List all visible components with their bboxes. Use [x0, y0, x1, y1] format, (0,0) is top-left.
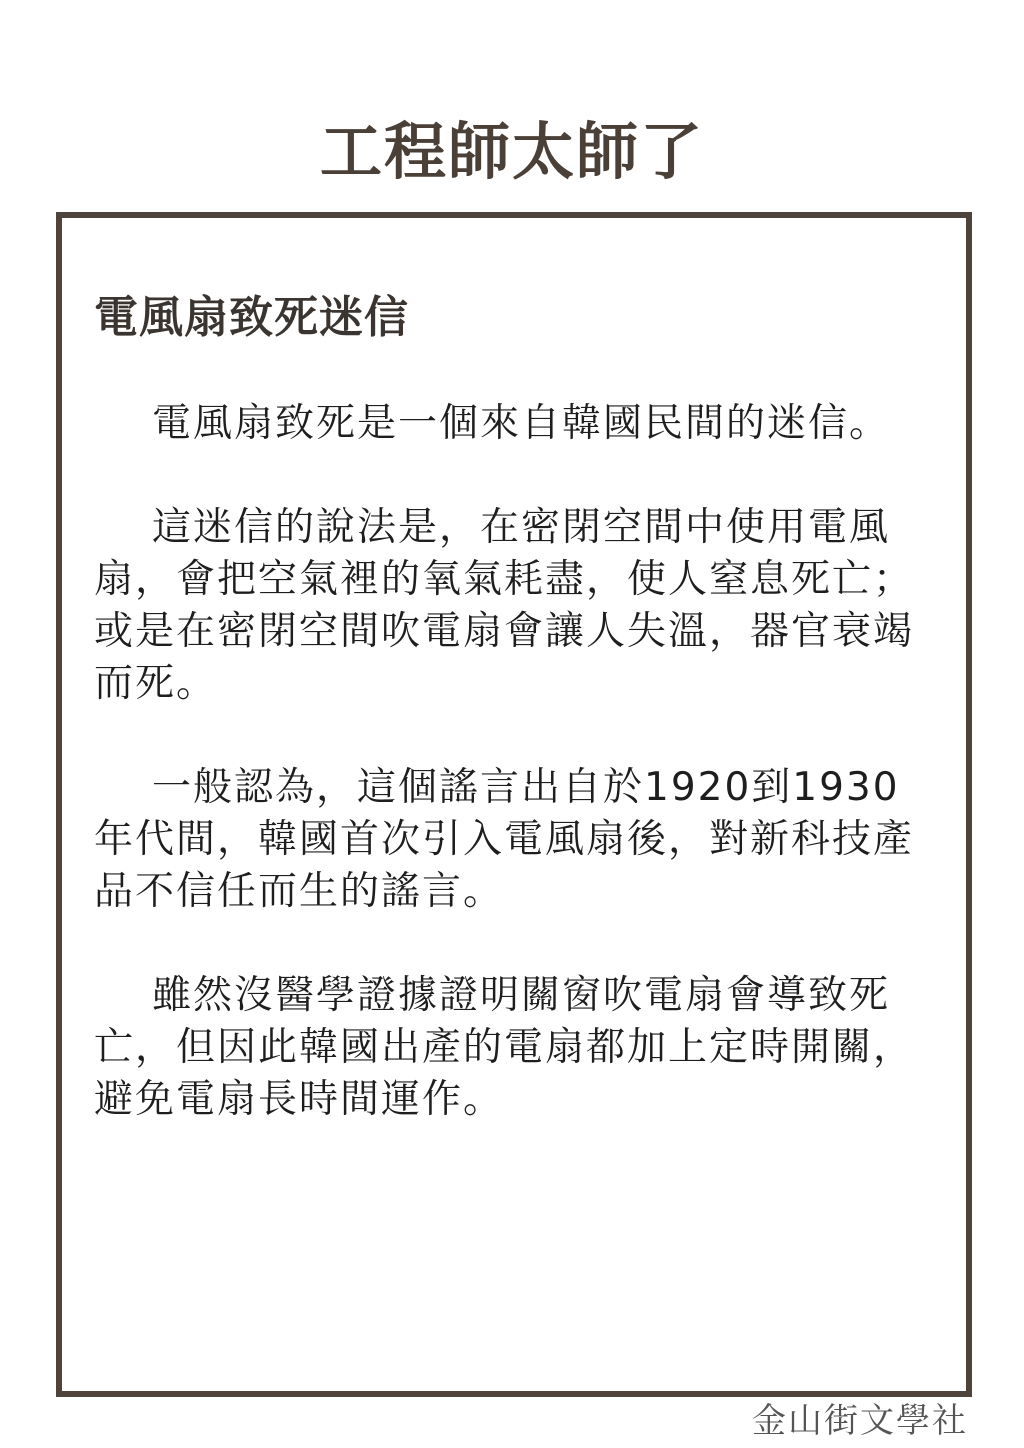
article-paragraph: 一般認為，這個謠言出自於1920到1930年代間，韓國首次引入電風扇後，對新科技產品不信任而生的謠言。	[94, 765, 915, 914]
page-title: 工程師太師了	[319, 115, 704, 188]
article-paragraph: 電風扇致死是一個來自韓國民間的迷信。	[152, 401, 891, 446]
article-paragraph: 這迷信的說法是，在密閉空間中使用電風扇，會把空氣裡的氧氣耗盡，使人窒息死亡；或是在密閉空間吹電扇會讓人失溫，器官衰竭而死。	[94, 505, 915, 706]
footer-credit: 金山街文學社	[752, 1401, 968, 1441]
article-content	[94, 288, 940, 1178]
article-paragraph: 雖然沒醫學證據證明關窗吹電扇會導致死亡，但因此韓國出產的電扇都加上定時開關，避免電扇長時間運作。	[94, 973, 915, 1122]
article-heading: 電風扇致死迷信	[94, 292, 409, 343]
article-frame	[56, 212, 972, 1397]
